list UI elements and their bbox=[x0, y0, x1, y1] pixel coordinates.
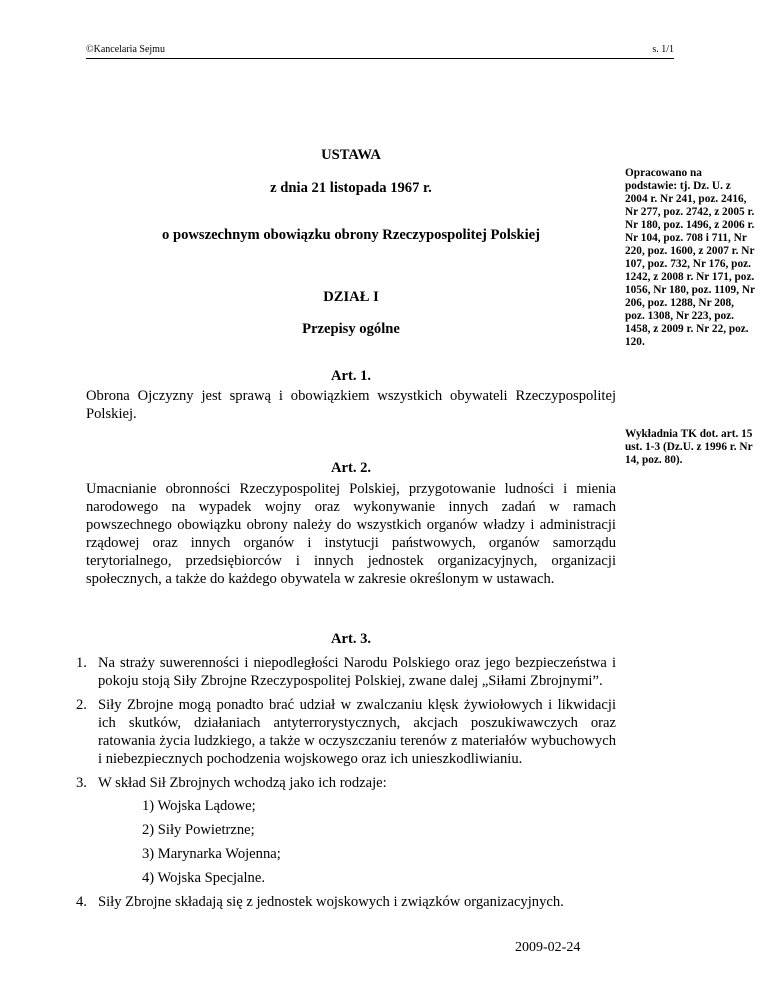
page-header bbox=[86, 44, 674, 59]
item-text: Siły Zbrojne składają się z jednostek wojskowych i związków organizacyjnych. bbox=[98, 894, 564, 910]
sidenote-tk-interpretation: Wykładnia TK dot. art. 15 ust. 1-3 (Dz.U. z 1996 r. Nr 14, poz. 80). bbox=[625, 428, 753, 466]
act-subject: o powszechnym obowiązku obrony Rzeczypospolitej Polskiej bbox=[162, 227, 540, 243]
article-3-list bbox=[76, 654, 616, 911]
article-3-item-1 bbox=[76, 654, 616, 690]
article-3-item-4 bbox=[76, 893, 616, 911]
footer-date: 2009-02-24 bbox=[515, 940, 581, 955]
armed-forces-branches-list bbox=[98, 797, 616, 887]
article-2-text: Umacnianie obronności Rzeczypospolitej Polskiej, przygotowanie ludności i mienia narodowego na wypadek wojny oraz wykonywanie innych zadań w ramach powszechnego obowiązku obrony należy do wszystkich organów władzy i administracji rządowej oraz innych organów i instytucji państwowych, organów samorządu terytorialnego, przedsiębiorców i innych jednostek organizacyjnych, organizacji społecznych, a także do każdego obywatela w zakresie określonym w ustawach. bbox=[86, 481, 616, 587]
item-number: 4. bbox=[76, 894, 87, 910]
act-date: z dnia 21 listopada 1967 r. bbox=[270, 180, 432, 196]
header-page-number: s. 1/1 bbox=[652, 44, 674, 55]
item-text: Siły Zbrojne mogą ponadto brać udział w zwalczaniu klęsk żywiołowych i likwidacji ich skutków, działaniach antyterrorystycznych, akcjach poszukiwawczych oraz ratowania życia ludzkiego, a także w oczyszczaniu terenów z materiałów wybuchowych i niebezpiecznych pochodzenia wojskowego oraz ich unieszkodliwianiu. bbox=[98, 697, 616, 767]
section-heading: DZIAŁ I bbox=[323, 289, 379, 305]
item-number: 3. bbox=[76, 775, 87, 791]
article-2-heading: Art. 2. bbox=[330, 460, 372, 476]
act-title: USTAWA bbox=[321, 147, 381, 163]
item-number: 1. bbox=[76, 655, 87, 671]
article-1-heading: Art. 1. bbox=[330, 368, 372, 384]
item-number: 2. bbox=[76, 697, 87, 713]
article-3-heading: Art. 3. bbox=[330, 631, 372, 647]
section-subheading: Przepisy ogólne bbox=[302, 321, 400, 337]
branch-item: 2) Siły Powietrzne; bbox=[142, 822, 255, 838]
article-3-item-2 bbox=[76, 696, 616, 768]
article-3-item-3 bbox=[76, 774, 616, 887]
document-body bbox=[76, 146, 616, 917]
item-text: Na straży suwerenności i niepodległości Narodu Polskiego oraz jego bezpieczeństwa i pokoju stoją Siły Zbrojne Rzeczypospolitej Polskiej, zwane dalej „Siłami Zbrojnymi”. bbox=[98, 655, 616, 689]
item-text: W skład Sił Zbrojnych wchodzą jako ich rodzaje: bbox=[98, 775, 387, 791]
branch-item: 4) Wojska Specjalne. bbox=[142, 870, 265, 886]
sidenote-legal-basis: Opracowano na podstawie: tj. Dz. U. z 2004 r. Nr 241, poz. 2416, Nr 277, poz. 2742, z 2005 r. Nr 180, poz. 1496, z 2006 r. Nr 104, poz. 708 i 711, Nr 220, poz. 1600, z 2007 r. Nr 107, poz. 732, Nr 176, poz. 1242, z 2008 r. Nr 171, poz. 1056, Nr 180, poz. 1109, Nr 206, poz. 1288, Nr 208, poz. 1308, Nr 223, poz. 1458, z 2009 r. Nr 22, poz. 120. bbox=[625, 167, 755, 348]
header-publisher: ©Kancelaria Sejmu bbox=[86, 44, 165, 55]
branch-item: 1) Wojska Lądowe; bbox=[142, 798, 256, 814]
branch-item: 3) Marynarka Wojenna; bbox=[142, 846, 281, 862]
article-1-text: Obrona Ojczyzny jest sprawą i obowiązkiem wszystkich obywateli Rzeczypospolitej Polskiej. bbox=[86, 388, 616, 422]
